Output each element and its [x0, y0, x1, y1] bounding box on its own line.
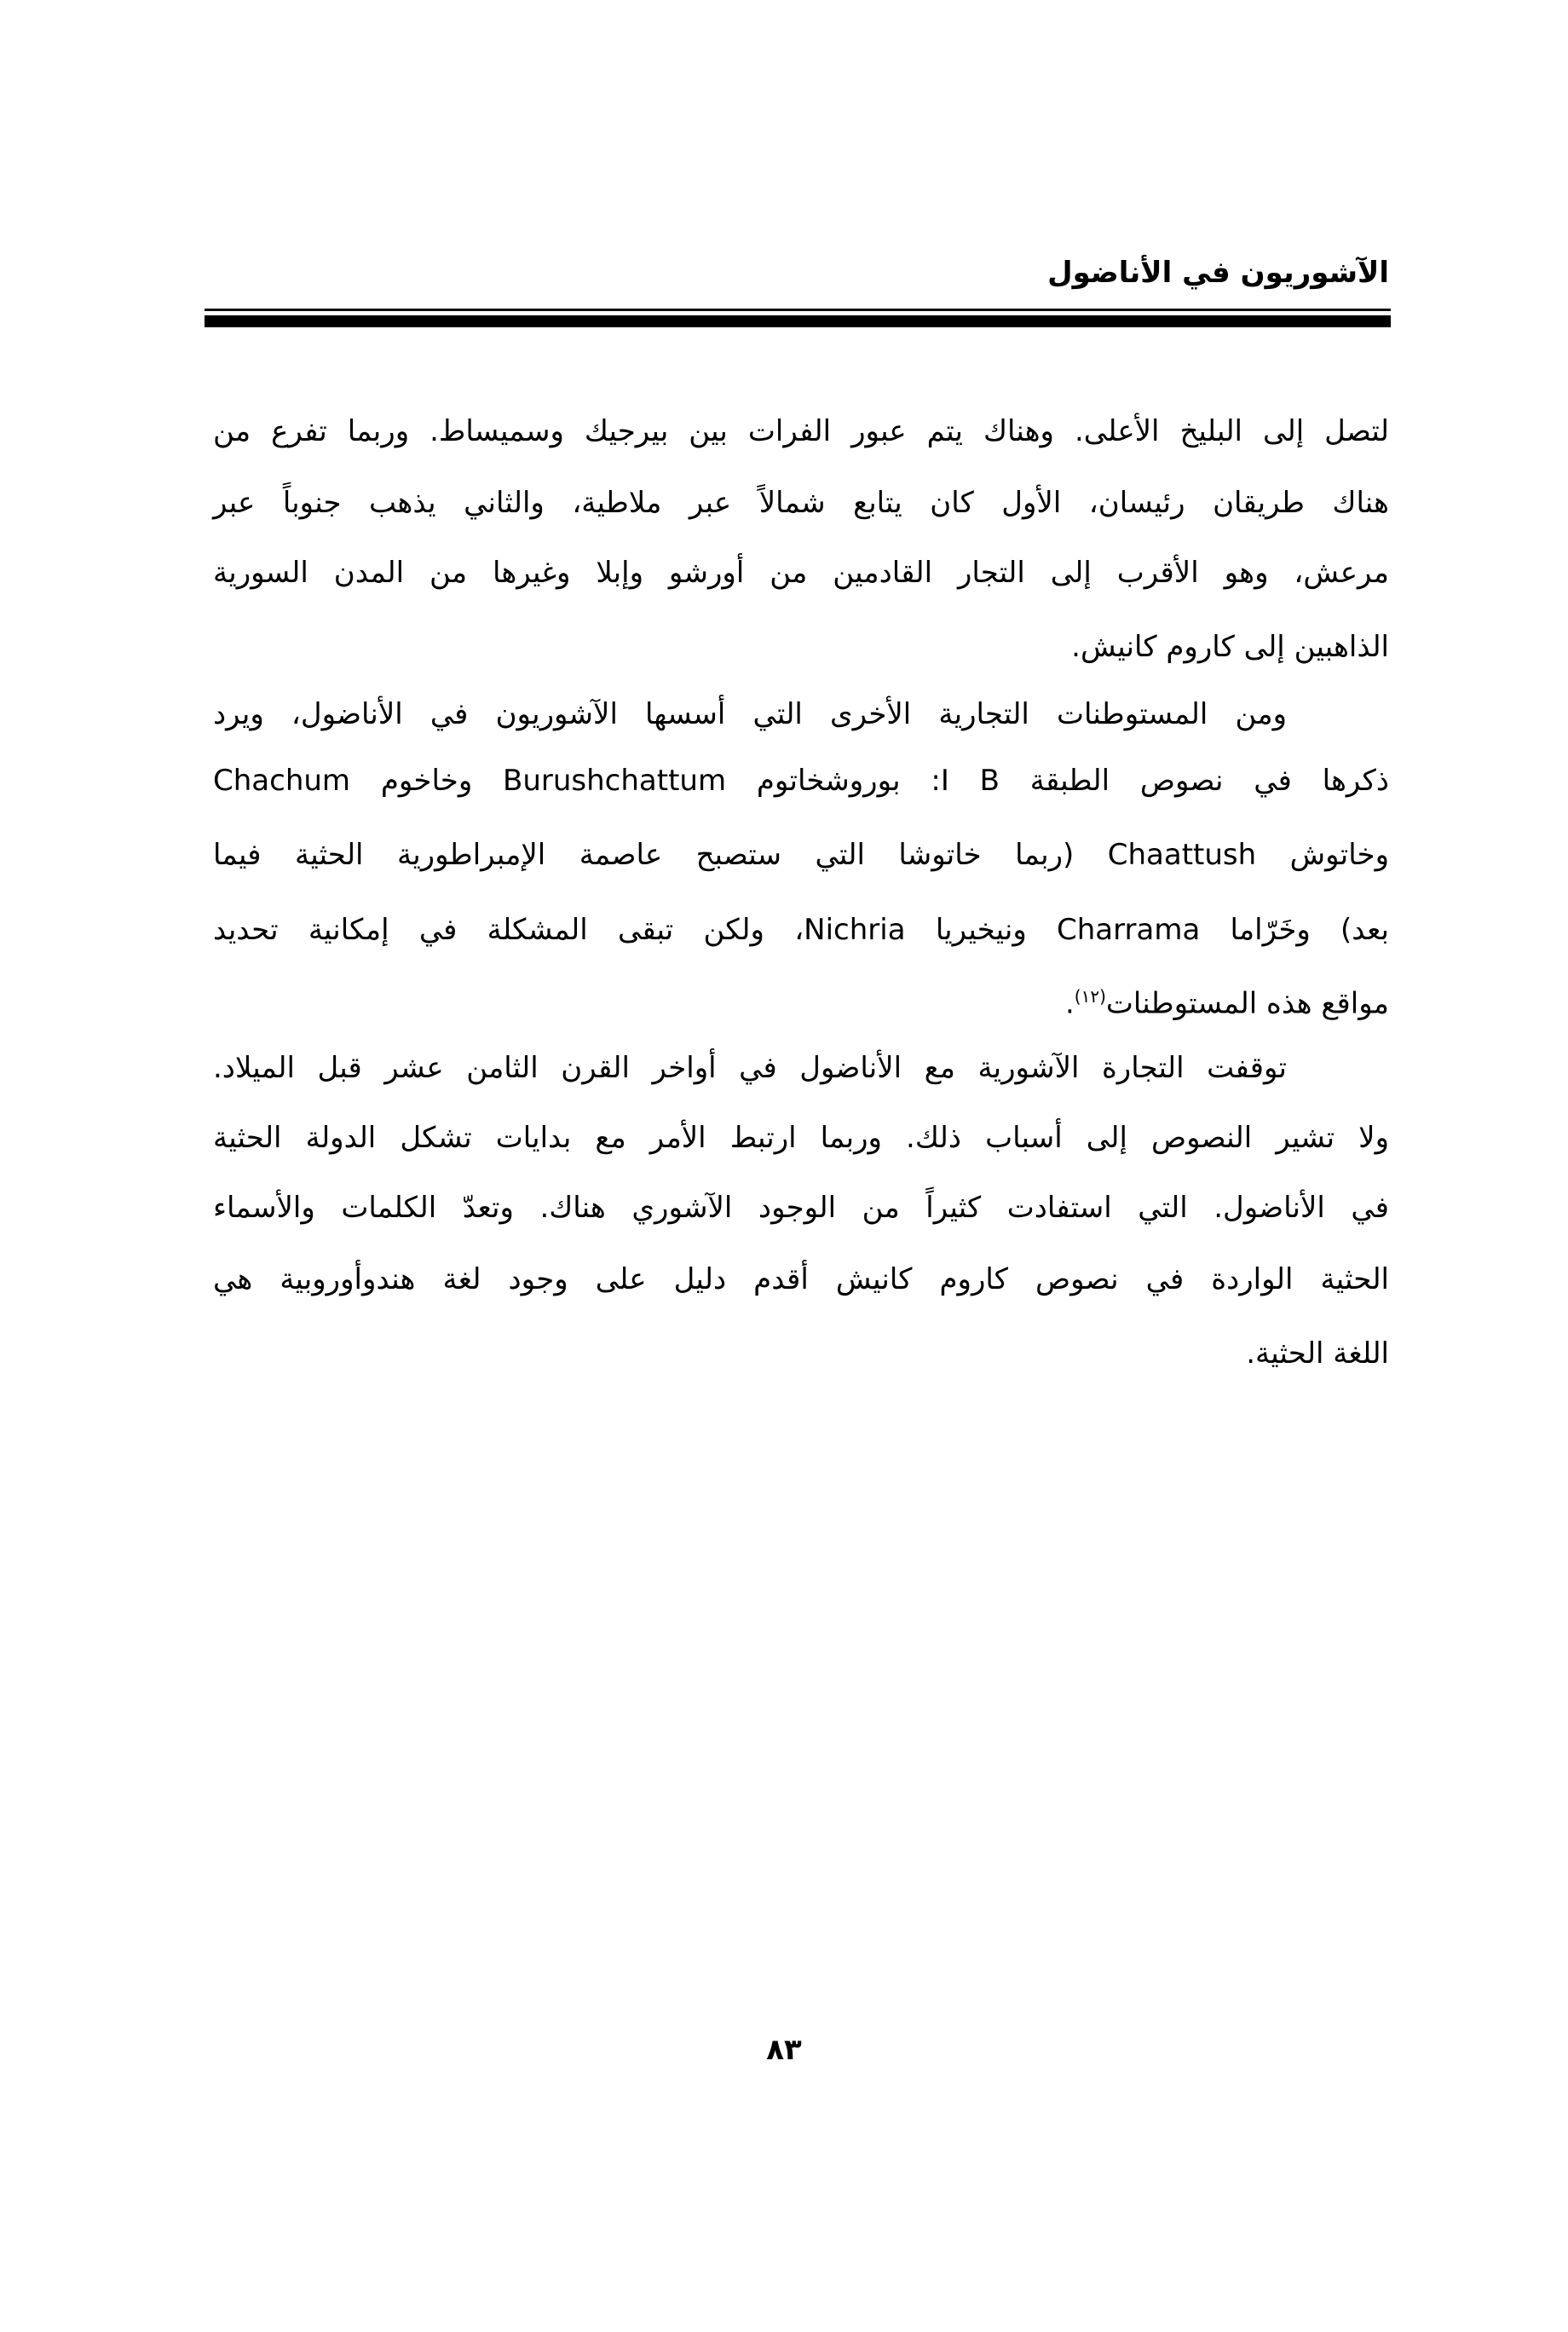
footnote-reference[interactable]: (١٢) — [1074, 986, 1106, 1007]
paragraph-2-line-1: ومن المستوطنات التجارية الأخرى التي أسسها الآشوريون في الأناضول، ويرد — [213, 697, 1287, 731]
running-header-title: الآشوريون في الأناضول — [1047, 256, 1389, 290]
paragraph-2-end-period: . — [1064, 986, 1075, 1021]
header-rule-thick — [205, 315, 1391, 327]
paragraph-3-line-4: الحثية الواردة في نصوص كاروم كانيش أقدم دليل على وجود لغة هندوأوروبية هي — [213, 1262, 1389, 1296]
paragraph-1-line-4: الذاهبين إلى كاروم كانيش. — [1071, 630, 1389, 664]
paragraph-3-line-1: توقفت التجارة الآشورية مع الأناضول في أواخر القرن الثامن عشر قبل الميلاد. — [213, 1051, 1287, 1085]
paragraph-2-line-4: بعد) وخَرّاما Charrama ونيخيريا Nichria، ولكن تبقى المشكلة في إمكانية تحديد — [213, 913, 1389, 947]
paragraph-3-line-2: ولا تشير النصوص إلى أسباب ذلك. وربما ارتبط الأمر مع بدايات تشكل الدولة الحثية — [213, 1121, 1389, 1155]
paragraph-2-line-3: وخاتوش Chaattush (ربما خاتوشا التي ستصبح عاصمة الإمبراطورية الحثية فيما — [213, 838, 1389, 872]
paragraph-3-line-3: في الأناضول. التي استفادت كثيراً من الوجود الآشوري هناك. وتعدّ الكلمات والأسماء — [213, 1191, 1389, 1225]
paragraph-1-line-3: مرعش، وهو الأقرب إلى التجار القادمين من أورشو وإبلا وغيرها من المدن السورية — [213, 556, 1389, 590]
header-rule-thin — [205, 309, 1391, 311]
paragraph-1-line-1: لتصل إلى البليخ الأعلى. وهناك يتم عبور الفرات بين بيرجيك وسميساط. وربما تفرع من — [213, 414, 1389, 448]
paragraph-1-line-2: هناك طريقان رئيسان، الأول كان يتابع شمالاً عبر ملاطية، والثاني يذهب جنوباً عبر — [213, 486, 1389, 520]
paragraph-2-line-2: ذكرها في نصوص الطبقة I B: بوروشخاتوم Burushchattum وخاخوم Chachum — [213, 764, 1389, 798]
paragraph-2-line-5 — [213, 975, 1389, 1025]
paragraph-2-line-5-text: مواقع هذه المستوطنات — [1105, 986, 1389, 1021]
page-number: ٨٣ — [766, 2033, 802, 2067]
paragraph-3-line-5: اللغة الحثية. — [1246, 1336, 1389, 1371]
